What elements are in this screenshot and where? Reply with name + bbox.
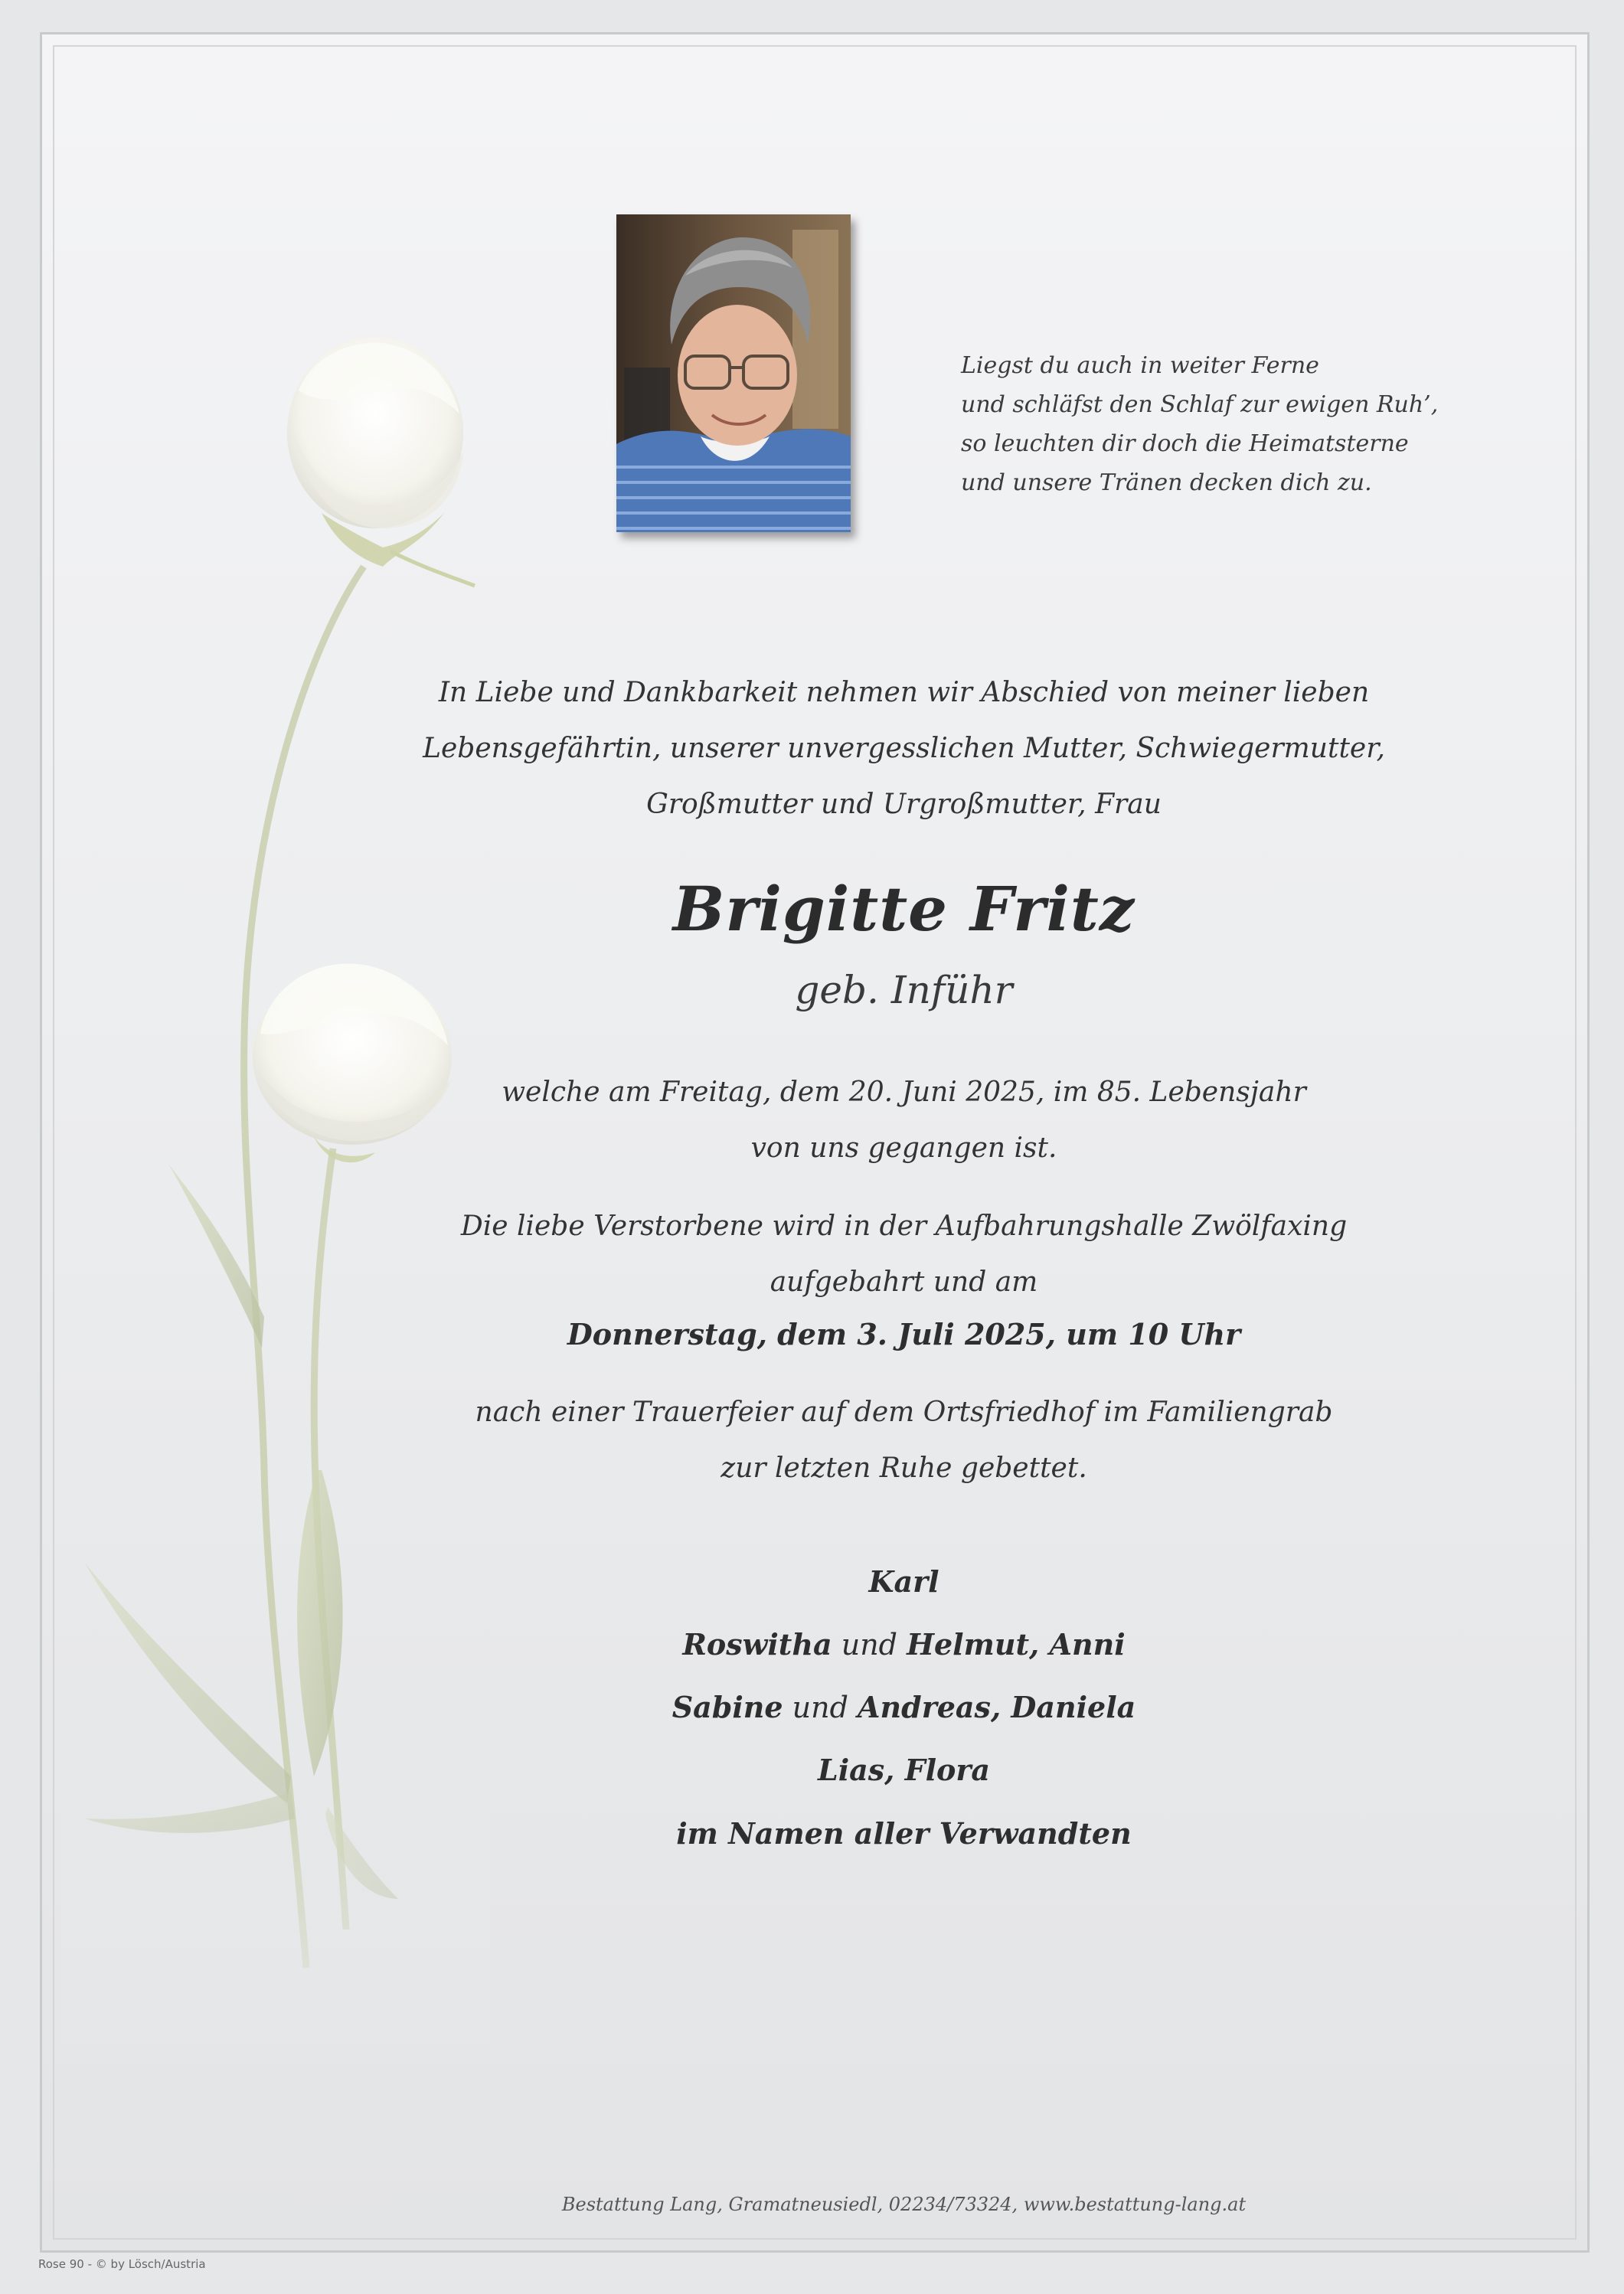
intro-line: Großmutter und Urgroßmutter, Frau [646, 789, 1162, 820]
image-credit: Rose 90 - © by Lösch/Austria [38, 2257, 206, 2271]
mourner-name: Sabine [671, 1690, 783, 1724]
burial-line: zur letzten Ruhe gebettet. [721, 1453, 1087, 1484]
poem-line: und schläfst den Schlaf zur ewigen Ruh’, [961, 391, 1439, 418]
death-line: von uns gegangen ist. [750, 1132, 1057, 1164]
mourner-name: Lias, Flora [817, 1753, 991, 1787]
mourner-conjunction: und [792, 1691, 848, 1724]
mourner-name: Andreas, Daniela [858, 1690, 1136, 1724]
intro-line: In Liebe und Dankbarkeit nehmen wir Abschied von meiner lieben [438, 677, 1370, 708]
mourner-line [92, 1613, 1624, 1676]
burial-line: nach einer Trauerfeier auf dem Ortsfriedhof im Familiengrab [475, 1397, 1333, 1428]
wake-line: aufgebahrt und am [770, 1266, 1038, 1298]
portrait-icon [616, 214, 851, 532]
mourner-line [92, 1551, 1624, 1613]
signoff: im Namen aller Verwandten [676, 1816, 1132, 1851]
mourner-conjunction: und [841, 1628, 897, 1662]
funeral-home-footer: Bestattung Lang, Gramatneusiedl, 02234/73324, www.bestattung-lang.at [561, 2194, 1247, 2215]
poem-line: so leuchten dir doch die Heimatsterne [961, 430, 1409, 457]
deceased-name: Brigitte Fritz [672, 873, 1135, 945]
mourner-name: Roswitha [682, 1627, 832, 1662]
poem-line: Liegst du auch in weiter Ferne [961, 352, 1319, 379]
poem [961, 346, 1439, 502]
mourner-name: Karl [868, 1564, 939, 1599]
mourners-list [92, 1551, 1624, 1802]
birth-name: geb. Inführ [795, 968, 1013, 1012]
intro-line: Lebensgefährtin, unserer unvergesslichen Mutter, Schwiegermutter, [423, 733, 1385, 764]
wake-notice [92, 1198, 1624, 1310]
death-notice [92, 1064, 1624, 1176]
mourner-line [92, 1739, 1624, 1802]
funeral-date: Donnerstag, dem 3. Juli 2025, um 10 Uhr [567, 1317, 1241, 1351]
poem-line: und unsere Tränen decken dich zu. [961, 469, 1372, 496]
wake-line: Die liebe Verstorbene wird in der Aufbahrungshalle Zwölfaxing [460, 1211, 1348, 1242]
burial-notice [92, 1384, 1624, 1496]
mourner-name: Helmut, Anni [907, 1627, 1126, 1662]
mourner-line [92, 1676, 1624, 1739]
death-line: welche am Freitag, dem 20. Juni 2025, im 85. Lebensjahr [502, 1077, 1306, 1108]
portrait-photo [616, 214, 851, 532]
intro-text [92, 665, 1624, 832]
